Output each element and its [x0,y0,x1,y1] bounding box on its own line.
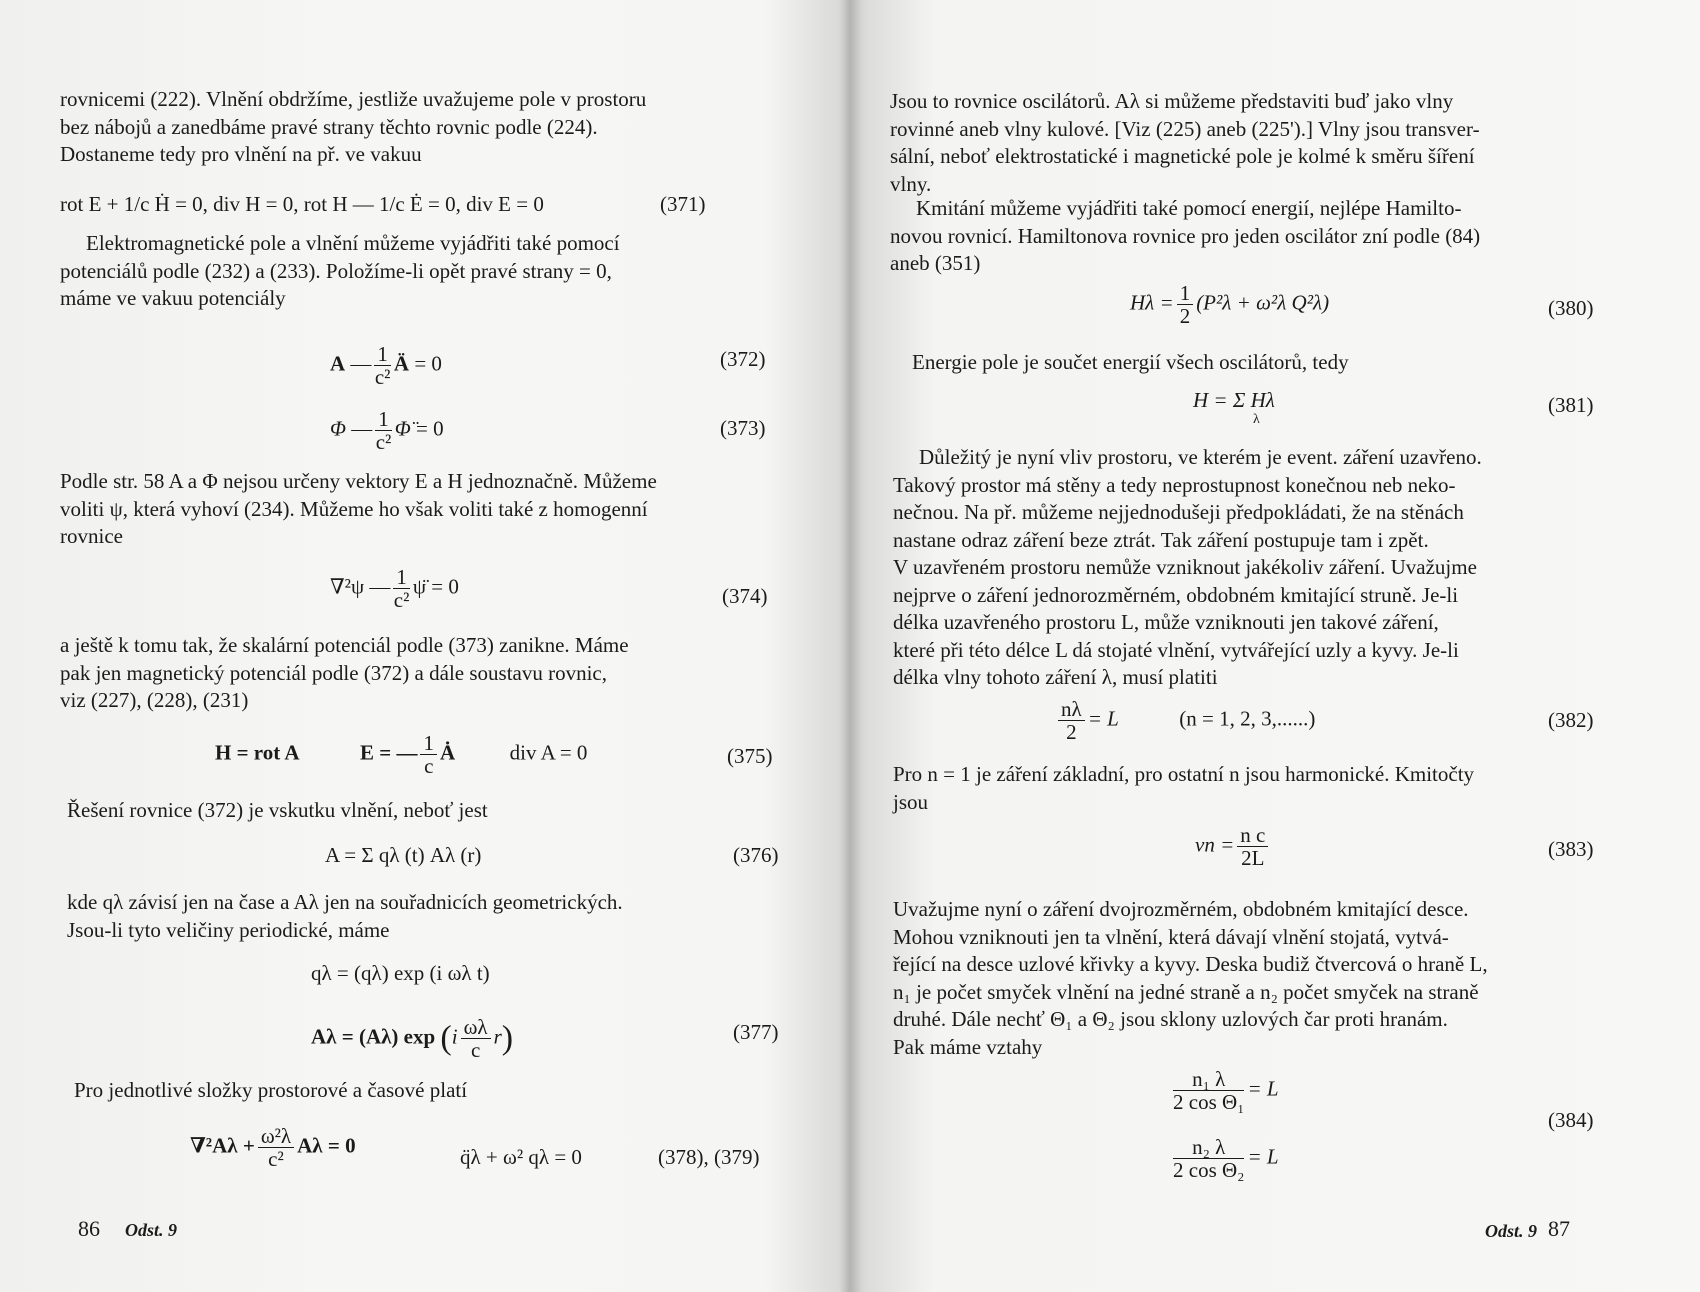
left-page [0,0,845,1292]
right-paragraph-2 [890,195,1560,278]
left-paragraph-7 [74,1077,734,1105]
text-line: viz (227), (228), (231) [60,688,249,712]
equation-380-rhs: (P²λ + ω²λ Q²λ) [1196,290,1330,315]
text-line: Uvažujme nyní o záření dvojrozměrném, obdobném kmitající desce. [893,897,1469,921]
fraction-denominator: c² [393,588,410,612]
equation-number-375: (375) [727,744,773,768]
equation-381-subscript: λ [1253,412,1260,427]
text-line: druhé. Dále nechť Θ₁ a Θ₂ jsou sklony uzlových čar proti hranám. [893,1007,1448,1031]
text-line: novou rovnicí. Hamiltonova rovnice pro jeden oscilátor zní podle (84) [890,223,1481,248]
equation-number-376: (376) [733,843,779,867]
text-line: Takový prostor má stěny a tedy neprostupnost konečnou neb neko- [893,472,1456,497]
fraction-numerator: 1 [375,408,392,431]
text-line: rovinné aneb vlny kulové. [Viz (225) aneb (225').] Vlny jsou transver- [890,116,1480,141]
equation-377-space: Aλ = (Aλ) exp (i $\frac{\omega\lambda}{c}$ r) [311,1015,514,1062]
text-line: délka uzavřeného prostoru L, může vzniknouti jen takové záření, [893,610,1439,634]
text-line: vlny. [890,171,932,196]
text-line: bez nábojů a zanedbáme pravé strany těchto rovnic podle (224). [60,114,598,139]
text-line: aneb (351) [890,251,981,275]
equation-372: A — $\frac{1}{\text{c²}}$ Ä = 0 [330,342,442,389]
fraction-numerator: 1 [393,566,410,589]
equation-384-first [1170,1068,1279,1113]
text-line: Mohou vzniknouti jen ta vlnění, která dávají vlnění stojatá, vytvá- [893,924,1449,949]
equation-379: q̈λ + ω² qλ = 0 [460,1145,582,1169]
text-line: Elektromagnetické pole a vlnění můžeme vyjádřiti také pomocí [86,231,620,255]
text-line: máme ve vakuu potenciály [60,286,286,310]
text-line: Jsou to rovnice oscilátorů. Aλ si můžeme představiti buď jako vlny [890,89,1454,113]
section-label-left: Odst. 9 [125,1220,178,1240]
left-paragraph-2 [60,230,720,313]
equation-384-first-rhs: = L [1247,1076,1279,1101]
right-paragraph-4 [893,444,1563,692]
equation-number-384: (384) [1548,1108,1594,1132]
equation-number-377: (377) [733,1020,779,1044]
fraction-denominator: c [470,1038,481,1062]
equation-380 [1130,282,1329,327]
left-paragraph-6 [67,889,732,944]
right-paragraph-6 [893,896,1563,1061]
text-line: kde qλ závisí jen na čase a Aλ jen na souřadnicích geometrických. [67,890,623,914]
text-line: které při této délce L dá stojaté vlnění, vytvářející uzly a kyvy. Je-li [893,637,1459,662]
text-line: jsou [893,789,929,814]
equation-384-second [1170,1136,1279,1181]
text-line: voliti ψ, která vyhoví (234). Můžeme ho však voliti také z homogenní [60,496,648,521]
equation-382-rhs: = L [1087,706,1119,731]
equation-number-372: (372) [720,347,766,371]
right-paragraph-3 [912,349,1572,377]
fraction-denominator: c² [374,365,391,389]
equation-number-374: (374) [722,584,768,608]
fraction-numerator: nλ [1058,698,1085,721]
fraction-numerator: 1 [420,732,437,755]
equation-374: ∇²ψ — $\frac{1}{\text{c²}}$ ψ̈ = 0 [330,565,459,612]
equation-number-381: (381) [1548,393,1594,417]
equation-381 [1193,388,1275,427]
equation-373: Φ — $\frac{1}{\text{c²}}$ Φ̈ = 0 [330,407,444,454]
equation-number-371: (371) [660,192,706,216]
equation-375-part-d: div A = 0 [509,740,588,765]
equation-371: rot E + 1/c Ḣ = 0, div H = 0, rot H — 1/c Ė = 0, div E = 0 [60,192,544,216]
fraction-numerator: n₂ λ [1173,1136,1244,1159]
fraction-numerator: n c [1237,824,1268,847]
fraction-denominator: 2 cos Θ₂ [1173,1158,1245,1182]
equation-number-383: (383) [1548,837,1594,861]
left-paragraph-4 [60,632,720,715]
fraction-denominator: c [424,754,434,778]
equation-number-378-379: (378), (379) [658,1145,760,1169]
equation-383 [1195,824,1271,869]
text-line: n₁ je počet smyček vlnění na jedné straně a n₂ počet smyček na straně [893,979,1479,1004]
equation-377-time: qλ = (qλ) exp (i ωλ t) [311,961,490,985]
section-label-right: Odst. 9 [1485,1221,1538,1241]
text-line: Jsou-li tyto veličiny periodické, máme [67,917,390,942]
text-line: Řešení rovnice (372) je vskutku vlnění, neboť jest [67,798,488,822]
right-paragraph-1 [890,88,1560,198]
equation-378 [190,1125,356,1170]
fraction-denominator: c² [375,430,392,454]
equation-375-part-b: E = — [360,740,418,765]
fraction-denominator: c² [268,1147,284,1171]
text-line: rovnicemi (222). Vlnění obdržíme, jestliže uvažujeme pole v prostoru [60,87,647,111]
equation-375 [215,732,587,777]
equation-383-lhs: νn = [1195,832,1235,857]
equation-375-part-c: Ȧ [439,740,456,765]
page-number-right: 87 [1548,1216,1570,1241]
text-line: rovnice [60,524,123,548]
equation-382 [1055,698,1315,743]
text-line: sální, neboť elektrostatické i magnetické pole je kolmé k směru šíření [890,144,1475,168]
fraction-denominator: 2 [1179,304,1191,328]
fraction-denominator: 2 cos Θ₁ [1173,1090,1245,1114]
fraction-numerator: 1 [374,343,391,366]
text-line: V uzavřeném prostoru nemůže vzniknout jakékoliv záření. Uvažujme [893,555,1477,579]
text-line: potenciálů podle (232) a (233). Položíme-li opět pravé strany = 0, [60,258,612,283]
equation-375-part-a: H = rot A [215,740,300,765]
text-line: řející na desce uzlové křivky a kyvy. Deska budiž čtvercová o hraně L, [893,952,1488,976]
equation-382-condition: (n = 1, 2, 3,......) [1179,706,1316,731]
text-line: délka vlny tohoto záření λ, musí platiti [893,665,1218,689]
equation-377-space-lhs: Aλ = (Aλ) exp [311,1024,436,1049]
text-line: pak jen magnetický potenciál podle (372) a dále soustavu rovnic, [60,660,607,685]
right-paragraph-5 [893,761,1563,816]
text-line: nečnou. Na př. můžeme nejjednodušeji předpokládati, že na stěnách [893,500,1464,524]
text-line: Pak máme vztahy [893,1034,1043,1059]
text-line: Pro n = 1 je záření základní, pro ostatní n jsou harmonické. Kmitočty [893,762,1475,786]
left-paragraph-1 [60,86,720,169]
fraction-numerator: ωλ [461,1016,491,1039]
equation-376: A = Σ qλ (t) Aλ (r) [325,843,482,867]
equation-384-second-rhs: = L [1247,1144,1279,1169]
equation-number-382: (382) [1548,708,1594,732]
text-line: Pro jednotlivé složky prostorové a časové platí [74,1078,468,1102]
fraction-numerator: 1 [1177,282,1194,305]
text-line: a ještě k tomu tak, že skalární potenciál podle (373) zanikne. Máme [60,633,629,657]
left-paragraph-5 [67,797,727,825]
text-line: Dostaneme tedy pro vlnění na př. ve vakuu [60,142,422,166]
fraction-numerator: n₁ λ [1173,1068,1244,1091]
equation-381-body: H = Σ Hλ [1193,388,1275,412]
equation-380-lhs: Hλ = [1130,290,1174,315]
equation-378-lhs: ∇²Aλ + [190,1133,255,1158]
text-line: nastane odraz záření beze ztrát. Tak záření postupuje tam i zpět. [893,527,1429,552]
equation-378-rhs: Aλ = 0 [297,1133,356,1158]
fraction-numerator: ω²λ [258,1125,294,1148]
equation-number-373: (373) [720,416,766,440]
fraction-denominator: 2 [1066,720,1077,744]
text-line: nejprve o záření jednorozměrném, obdobném kmitající struně. Je-li [893,582,1459,607]
text-line: Energie pole je součet energií všech oscilátorů, tedy [912,350,1349,374]
right-page [855,0,1700,1292]
equation-number-380: (380) [1548,296,1594,320]
fraction-denominator: 2L [1241,846,1265,870]
text-line: Podle str. 58 A a Φ nejsou určeny vektory E a H jednoznačně. Můžeme [60,469,657,493]
text-line: Důležitý je nyní vliv prostoru, ve kterém je event. záření uzavřeno. [919,445,1482,469]
left-paragraph-3 [60,468,720,551]
page-number-left: 86 [78,1216,100,1241]
text-line: Kmitání můžeme vyjádřiti také pomocí energií, nejlépe Hamilto- [916,196,1462,220]
